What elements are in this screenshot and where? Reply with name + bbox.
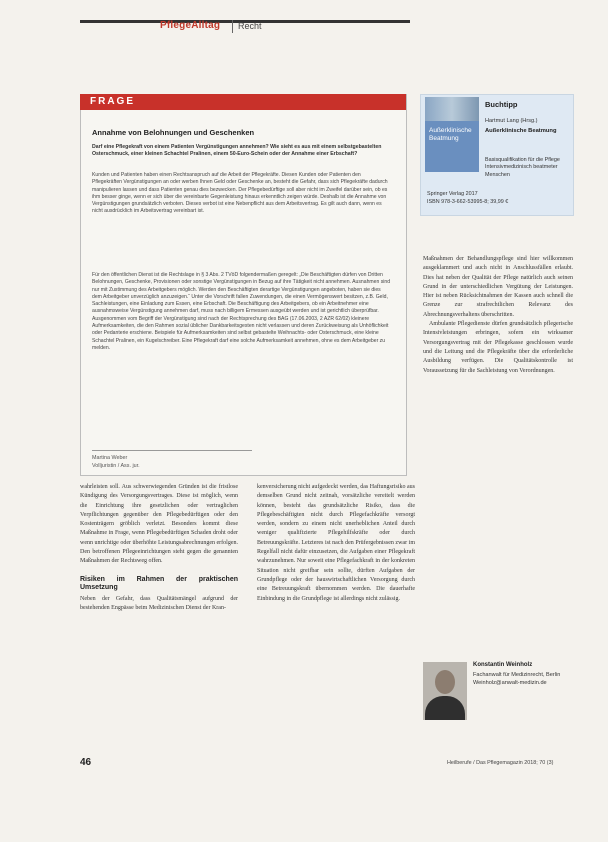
right-column-text bbox=[423, 255, 573, 376]
article-author-name: Konstantin Weinholz bbox=[473, 662, 533, 668]
right-column-paragraph: Maßnahmen der Behandlungspflege sind hier willkommen ausgeklammert und auch nicht in Anschlussfällen erlaubt. Dies hat neben der Qualität der Pflege natürlich auch seinen Grund in der unterschiedlichen Vergütung der Leistungen. Hier ist neben Rücksichtnahmen der Kassen auch schnell die Grenze zur strafrechtlichen Relevanz des Abrechnungsverhaltens überschritten. bbox=[423, 256, 573, 318]
body-paragraph: Neben der Gefahr, dass Qualitätsmängel aufgrund der bestehenden Engpässe beim Medizinischen Dienst der Kran- bbox=[80, 595, 238, 611]
section-label: Recht bbox=[238, 21, 262, 31]
article-author-role: Fachanwalt für Medizinrecht, Berlin Weinholz@anwalt-medizin.de bbox=[473, 672, 561, 686]
book-title: Außerklinische Beatmung bbox=[485, 128, 557, 134]
author-portrait-photo bbox=[423, 662, 467, 720]
page-number: 46 bbox=[80, 757, 92, 768]
frage-label: FRAGE bbox=[90, 96, 135, 107]
body-column-2 bbox=[257, 483, 415, 604]
header-separator bbox=[232, 20, 233, 33]
frage-answer-paragraph-2: Für den öffentlichen Dienst ist die Rechtslage in § 3 Abs. 2 TVöD folgendermaßen geregelt: „Die Beschäftigten dürfen von Dritten Belohnungen, Geschenke, Provisionen oder sonstige Vergünstigungen in Bezug auf ihre Tätigkeit nicht annehmen. Ausnahmen sind nur mit Zustimmung des Arbeitgebers möglich. Werden den Beschäftigten derartige Vergünstigungen angeboten, haben sie dies dem Arbeitgeber unverzüglich anzuzeigen.“ Unter die Vorschrift fallen Zuwendungen, die einen Vermögenswert besitzen, z.B. Geld, Sachleistungen, eine Einladung zum Essen, eine Erbschaft. Die Beschäftigung des Arbeitgebers, ob ein Arbeitnehmer eine ausnahmsweise Vergünstigung annehmen darf, muss nach billigem Ermessen ausgeübt werden und ist gerichtlich überprüfbar. Ausgenommen vom Begriff der Vergünstigung sind nach der Rechtsprechung des BAG (17.06.2003, 2 AZR 62/02) kleinere Aufmerksamkeiten, die den Rahmen sozial üblicher Dankbarkeitsgesten nicht verlassen und deren Zurückweisung als Unhöflichkeit oder Pedanterie erschiene. Beispiele für Aufmerksamkeiten sind selbst gebastelte Weihnachts- oder Osterschmuck, eine kleine Schachtel Pralinen, ein Kugelschreiber. Eine Pflegekraft darf eine solche Aufmerksamkeit annehmen, ohne es dem Arbeitgeber zu melden. bbox=[92, 272, 391, 351]
author-divider bbox=[92, 450, 252, 451]
frage-title: Annahme von Belohnungen und Geschenken bbox=[92, 128, 255, 137]
body-column-1 bbox=[80, 483, 238, 613]
book-cover-title: Außerklinische Beatmung bbox=[429, 127, 472, 142]
book-cover-image bbox=[425, 97, 479, 172]
portrait-shoulders bbox=[425, 696, 465, 720]
book-subtitle: Basisqualifikation für die Pflege Intensivmedizinisch beatmeter Menschen bbox=[485, 157, 560, 178]
book-publisher: Springer Verlag 2017 bbox=[427, 191, 478, 197]
book-isbn-price: ISBN 978-3-662-53995-8; 39,99 € bbox=[427, 199, 509, 205]
right-column-paragraph: Ambulante Pflegedienste dürfen grundsätzlich pflegerische Intensivleistungen erbringen, sofern ein wirksamer Versorgungsvertrag mit der Pflegekasse geschlossen wurde und die Leitung und die Pflegekräfte über die erforderliche Ausbildung verfügen. Die Qualitätskontrolle ist Voraussetzung für die Sachleistung von Verordnungen. bbox=[423, 321, 573, 374]
buchtipp-heading: Buchtipp bbox=[485, 100, 518, 109]
frage-lead-question: Darf eine Pflegekraft von einem Patienten Vergünstigungen annehmen? Wie sieht es aus mit einem selbstgebastelten Osterschmuck, einer kleinen Schachtel Pralinen, einem 50-Euro-Schein oder der Annahme einer Erbschaft? bbox=[92, 144, 382, 158]
frage-author-role: Volljuristin / Ass. jur. bbox=[92, 463, 140, 469]
footer-source: Heilberufe / Das Pflegemagazin 2018; 70 (3) bbox=[447, 760, 554, 766]
book-author: Hartmut Lang (Hrsg.) bbox=[485, 118, 538, 124]
body-paragraph: kenversicherung nicht aufgedeckt werden, das Haftungsrisiko aus demselben Grund nicht zeitnah, vorsätzliche vereitelt werden können, besteht das grundsätzliche Risiko, dass die Pflegebeschäftigten nicht durch Pflegefachkräfte versorgt werden, sondern zu einem nicht unerheblichen Anteil durch weniger qualifizierte Pflegehilfskräfte oder durch Betreuungskräfte. Letzteres ist nach den Prüfergebnissen zwar im Regelfall nicht dafür einzusetzen, die Aufgaben einer Pflegekraft wahrzunehmen. Nur soweit eine Pflegefachkraft in der konkreten Situation nicht greifbar sein sollte, dürften Aufgaben der Grundpflege oder der hauswirtschaftlichen Versorgung durch eine Betreuungskraft übernommen werden. Die dauerhafte Einbindung in die Grundpflege ist allerdings nicht zulässig. bbox=[257, 484, 415, 602]
body-paragraph: wahrleisten soll. Aus schwerwiegenden Gründen ist die fristlose Kündigung des Versorgungsvertrages. Diese ist möglich, wenn die Einrichtung ihre gesetzlichen oder vertraglichen Verpflichtungen gegenüber den Pflegebedürftigen oder den Kostenträgern gröblich verletzt. Besonders kommt diese Maßnahme in Frage, wenn Pflegebedürftigen Schaden droht oder wenn unrichtige oder überhöhte Leistungsabrechnungen erfolgen. Den betroffenen Pflegeeinrichtungen steht gegen die genannten Maßnahmen der Rechtsweg offen. bbox=[80, 484, 238, 565]
book-cover-photo bbox=[425, 97, 479, 121]
frage-author-name: Martina Weber bbox=[92, 455, 128, 461]
subheading: Risiken im Rahmen der praktischen Umsetzung bbox=[80, 575, 238, 592]
magazine-section-title: PflegeAlltag bbox=[160, 20, 221, 31]
portrait-head bbox=[435, 670, 455, 694]
frage-answer-paragraph-1: Kunden und Patienten haben einen Rechtsanspruch auf die Arbeit der Pflegekräfte. Diesen Kunden oder Patienten den Pflegekräften Vergünstigungen an oder werben Ihnen Geld oder Geschenke an, besteht die Gefahr, dass sich Pflegekräfte dadurch manipulieren lassen und dass Patienten genau dies bezwecken. Der Pflegebedürftige soll aber nicht im Zweifel darüber sein, ob es ihm besser ginge, wenn er sich über die vereinbarte Gegenleistung hinaus erkenntlich zeigen würde. Deshalb ist die Annahme von Vergünstigungen grundsätzlich verboten. Dieses verbot ist eine Nebenpflicht aus dem Arbeitsvertrag. Es gilt auch dann, wenn es nicht ausdrücklich im Arbeitsvertrag vereinbart ist. bbox=[92, 172, 388, 215]
